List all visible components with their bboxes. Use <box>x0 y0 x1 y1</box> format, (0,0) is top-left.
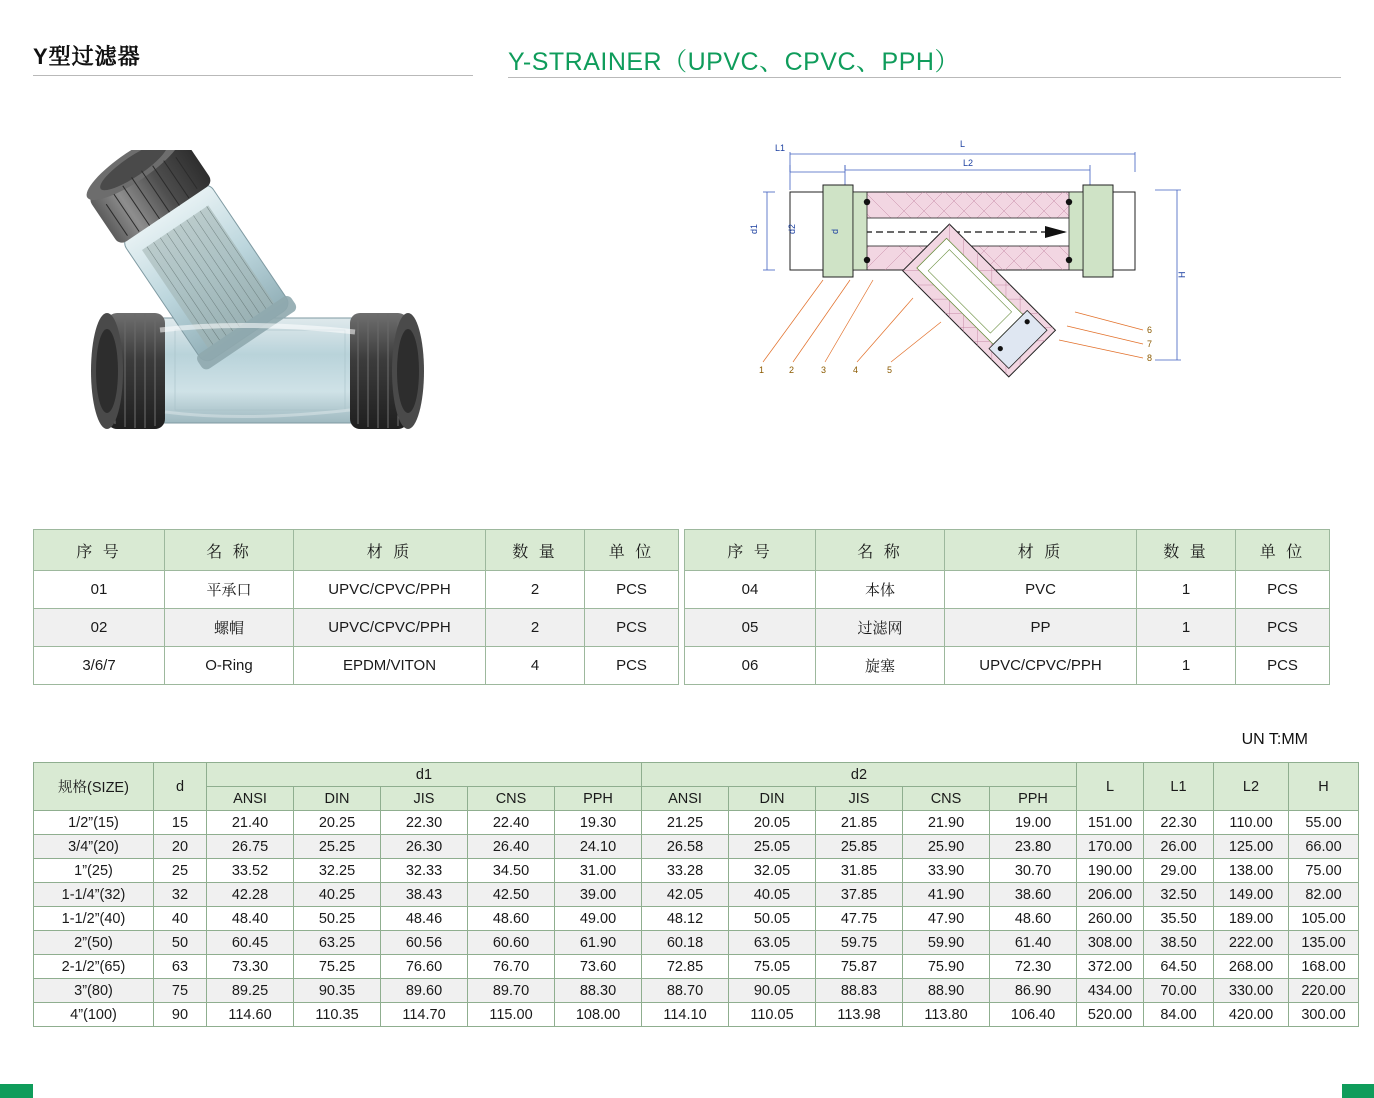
cell-d1-pph: 24.10 <box>555 835 642 859</box>
cell-L2: 125.00 <box>1214 835 1289 859</box>
cell-L2: 149.00 <box>1214 883 1289 907</box>
col-header-d2-jis: JIS <box>816 787 903 811</box>
col-header-L1: L1 <box>1144 763 1214 811</box>
header-divider-right <box>508 77 1341 78</box>
cell-d2-cns: 33.90 <box>903 859 990 883</box>
cell-d1-cns: 89.70 <box>468 979 555 1003</box>
cell-d1-din: 40.25 <box>294 883 381 907</box>
table-row <box>34 931 1359 955</box>
cell-size: 1”(25) <box>34 859 154 883</box>
cell-d2-jis: 88.83 <box>816 979 903 1003</box>
cell-d1-ansi: 73.30 <box>207 955 294 979</box>
cell-H: 75.00 <box>1289 859 1359 883</box>
cell-d: 32 <box>154 883 207 907</box>
cell-d2-pph: 38.60 <box>990 883 1077 907</box>
product-photo <box>45 150 465 450</box>
cell-unit: PCS <box>1236 609 1330 647</box>
col-header-name: 名 称 <box>165 530 294 571</box>
table-row <box>34 1003 1359 1027</box>
cell-d2-din: 75.05 <box>729 955 816 979</box>
svg-text:H: H <box>1177 271 1187 278</box>
cell-d1-cns: 34.50 <box>468 859 555 883</box>
col-header-d2-din: DIN <box>729 787 816 811</box>
cell-name: O-Ring <box>165 647 294 685</box>
col-header-d2-pph: PPH <box>990 787 1077 811</box>
page-title-en: Y-STRAINER（UPVC、CPVC、PPH） <box>508 48 960 76</box>
cell-L1: 32.50 <box>1144 883 1214 907</box>
cell-L1: 64.50 <box>1144 955 1214 979</box>
cell-name: 螺帽 <box>165 609 294 647</box>
cell-unit: PCS <box>585 609 679 647</box>
cell-L: 151.00 <box>1077 811 1144 835</box>
cell-qty: 2 <box>486 571 585 609</box>
cell-L1: 22.30 <box>1144 811 1214 835</box>
svg-text:d2: d2 <box>787 223 797 234</box>
cell-d1-din: 32.25 <box>294 859 381 883</box>
cell-no: 3/6/7 <box>34 647 165 685</box>
col-header-d1-cns: CNS <box>468 787 555 811</box>
cell-d1-ansi: 42.28 <box>207 883 294 907</box>
cell-d1-pph: 19.30 <box>555 811 642 835</box>
cell-d2-ansi: 88.70 <box>642 979 729 1003</box>
cell-size: 3/4”(20) <box>34 835 154 859</box>
cell-d2-din: 20.05 <box>729 811 816 835</box>
table-row <box>34 609 679 647</box>
cell-d1-ansi: 33.52 <box>207 859 294 883</box>
cell-d2-pph: 48.60 <box>990 907 1077 931</box>
cell-L2: 268.00 <box>1214 955 1289 979</box>
cell-d2-cns: 21.90 <box>903 811 990 835</box>
cell-d1-din: 75.25 <box>294 955 381 979</box>
cell-qty: 4 <box>486 647 585 685</box>
table-row <box>34 907 1359 931</box>
cell-d1-jis: 38.43 <box>381 883 468 907</box>
cell-material: UPVC/CPVC/PPH <box>294 609 486 647</box>
cell-d2-ansi: 42.05 <box>642 883 729 907</box>
cell-d2-din: 63.05 <box>729 931 816 955</box>
cell-unit: PCS <box>1236 571 1330 609</box>
col-header-d2-group: d2 <box>642 763 1077 787</box>
col-header-unit: 单 位 <box>585 530 679 571</box>
col-header-size: 规格(SIZE) <box>34 763 154 811</box>
cell-d2-din: 90.05 <box>729 979 816 1003</box>
cell-d2-pph: 72.30 <box>990 955 1077 979</box>
col-header-d: d <box>154 763 207 811</box>
cell-size: 1-1/4”(32) <box>34 883 154 907</box>
svg-text:5: 5 <box>887 365 893 375</box>
cell-d2-ansi: 21.25 <box>642 811 729 835</box>
table-row <box>34 835 1359 859</box>
svg-text:4: 4 <box>853 365 859 375</box>
cell-d2-jis: 21.85 <box>816 811 903 835</box>
cell-L: 520.00 <box>1077 1003 1144 1027</box>
cell-d2-jis: 37.85 <box>816 883 903 907</box>
cell-unit: PCS <box>585 647 679 685</box>
col-header-L2: L2 <box>1214 763 1289 811</box>
cell-material: PVC <box>945 571 1137 609</box>
svg-text:6: 6 <box>1147 325 1153 335</box>
col-header-d1-din: DIN <box>294 787 381 811</box>
cell-size: 2-1/2”(65) <box>34 955 154 979</box>
cell-d2-ansi: 26.58 <box>642 835 729 859</box>
cell-d1-pph: 39.00 <box>555 883 642 907</box>
cell-d1-cns: 76.70 <box>468 955 555 979</box>
cell-d2-ansi: 114.10 <box>642 1003 729 1027</box>
cell-L: 206.00 <box>1077 883 1144 907</box>
cell-d2-din: 40.05 <box>729 883 816 907</box>
cell-d: 40 <box>154 907 207 931</box>
col-header-no: 序 号 <box>34 530 165 571</box>
cell-no: 01 <box>34 571 165 609</box>
cell-d1-jis: 48.46 <box>381 907 468 931</box>
cell-H: 300.00 <box>1289 1003 1359 1027</box>
cell-size: 1/2”(15) <box>34 811 154 835</box>
cell-d1-ansi: 114.60 <box>207 1003 294 1027</box>
cell-L2: 222.00 <box>1214 931 1289 955</box>
cell-L2: 189.00 <box>1214 907 1289 931</box>
cell-d1-jis: 22.30 <box>381 811 468 835</box>
table-row <box>685 571 1330 609</box>
cell-d1-jis: 60.56 <box>381 931 468 955</box>
header-divider-left <box>33 75 473 76</box>
table-row <box>34 571 679 609</box>
cell-material: UPVC/CPVC/PPH <box>945 647 1137 685</box>
col-header-H: H <box>1289 763 1359 811</box>
technical-drawing <box>745 130 1225 410</box>
cell-d2-din: 32.05 <box>729 859 816 883</box>
svg-text:d: d <box>830 228 840 234</box>
cell-L1: 70.00 <box>1144 979 1214 1003</box>
table-row <box>685 647 1330 685</box>
cell-d2-ansi: 48.12 <box>642 907 729 931</box>
cell-H: 168.00 <box>1289 955 1359 979</box>
cell-no: 05 <box>685 609 816 647</box>
footer-gap <box>33 1084 1342 1098</box>
cell-size: 3”(80) <box>34 979 154 1003</box>
svg-text:7: 7 <box>1147 339 1153 349</box>
cell-L1: 35.50 <box>1144 907 1214 931</box>
cell-d1-jis: 26.30 <box>381 835 468 859</box>
col-header-material: 材 质 <box>945 530 1137 571</box>
cell-name: 本体 <box>816 571 945 609</box>
col-header-name: 名 称 <box>816 530 945 571</box>
cell-d2-cns: 25.90 <box>903 835 990 859</box>
cell-H: 105.00 <box>1289 907 1359 931</box>
cell-d: 63 <box>154 955 207 979</box>
cell-L2: 110.00 <box>1214 811 1289 835</box>
cell-d2-ansi: 33.28 <box>642 859 729 883</box>
parts-table-left <box>33 529 679 685</box>
page-title-cn: Y型过滤器 <box>33 44 141 69</box>
col-header-d1-ansi: ANSI <box>207 787 294 811</box>
cell-unit: PCS <box>585 571 679 609</box>
cell-H: 82.00 <box>1289 883 1359 907</box>
cell-d1-cns: 22.40 <box>468 811 555 835</box>
col-header-d2-cns: CNS <box>903 787 990 811</box>
cell-d1-din: 50.25 <box>294 907 381 931</box>
cell-d2-jis: 25.85 <box>816 835 903 859</box>
cell-material: UPVC/CPVC/PPH <box>294 571 486 609</box>
cell-d2-jis: 113.98 <box>816 1003 903 1027</box>
cell-d1-cns: 115.00 <box>468 1003 555 1027</box>
svg-text:L2: L2 <box>963 158 974 168</box>
cell-unit: PCS <box>1236 647 1330 685</box>
cell-material: PP <box>945 609 1137 647</box>
cell-L: 308.00 <box>1077 931 1144 955</box>
cell-L2: 138.00 <box>1214 859 1289 883</box>
col-header-d1-pph: PPH <box>555 787 642 811</box>
cell-L1: 84.00 <box>1144 1003 1214 1027</box>
col-header-L: L <box>1077 763 1144 811</box>
table-row <box>34 811 1359 835</box>
figure-zone <box>0 110 1374 500</box>
col-header-qty: 数 量 <box>1137 530 1236 571</box>
cell-d1-pph: 88.30 <box>555 979 642 1003</box>
col-header-unit: 单 位 <box>1236 530 1330 571</box>
cell-d2-jis: 31.85 <box>816 859 903 883</box>
table-row <box>34 883 1359 907</box>
col-header-d1-jis: JIS <box>381 787 468 811</box>
cell-L2: 420.00 <box>1214 1003 1289 1027</box>
cell-name: 过滤网 <box>816 609 945 647</box>
table-row <box>34 955 1359 979</box>
table-row <box>34 979 1359 1003</box>
cell-L: 260.00 <box>1077 907 1144 931</box>
cell-d1-ansi: 48.40 <box>207 907 294 931</box>
cell-d1-din: 110.35 <box>294 1003 381 1027</box>
cell-d2-jis: 75.87 <box>816 955 903 979</box>
cell-d2-jis: 59.75 <box>816 931 903 955</box>
svg-text:d1: d1 <box>749 223 759 234</box>
parts-table-right <box>684 529 1330 685</box>
cell-d2-pph: 19.00 <box>990 811 1077 835</box>
cell-no: 04 <box>685 571 816 609</box>
cell-H: 66.00 <box>1289 835 1359 859</box>
cell-L: 170.00 <box>1077 835 1144 859</box>
cell-d2-cns: 41.90 <box>903 883 990 907</box>
col-header-d1-group: d1 <box>207 763 642 787</box>
footer-accent-bar <box>0 1084 1374 1098</box>
cell-d: 90 <box>154 1003 207 1027</box>
cell-d2-din: 25.05 <box>729 835 816 859</box>
cell-d2-cns: 59.90 <box>903 931 990 955</box>
cell-d2-cns: 75.90 <box>903 955 990 979</box>
cell-d2-ansi: 72.85 <box>642 955 729 979</box>
cell-d1-cns: 48.60 <box>468 907 555 931</box>
cell-name: 旋塞 <box>816 647 945 685</box>
col-header-qty: 数 量 <box>486 530 585 571</box>
col-header-no: 序 号 <box>685 530 816 571</box>
cell-d1-ansi: 89.25 <box>207 979 294 1003</box>
cell-d2-pph: 86.90 <box>990 979 1077 1003</box>
table-header-row <box>34 530 679 571</box>
svg-text:L: L <box>960 139 966 149</box>
cell-size: 4”(100) <box>34 1003 154 1027</box>
cell-d1-jis: 89.60 <box>381 979 468 1003</box>
table-row <box>34 647 679 685</box>
cell-d1-pph: 108.00 <box>555 1003 642 1027</box>
page-header <box>0 18 1374 76</box>
cell-L1: 38.50 <box>1144 931 1214 955</box>
cell-L: 190.00 <box>1077 859 1144 883</box>
svg-text:L1: L1 <box>775 143 786 153</box>
cell-qty: 1 <box>1137 647 1236 685</box>
cell-d2-din: 50.05 <box>729 907 816 931</box>
cell-d2-jis: 47.75 <box>816 907 903 931</box>
table-header-row <box>685 530 1330 571</box>
cell-d: 15 <box>154 811 207 835</box>
svg-text:2: 2 <box>789 365 795 375</box>
table-row <box>34 859 1359 883</box>
cell-L1: 26.00 <box>1144 835 1214 859</box>
cell-size: 2”(50) <box>34 931 154 955</box>
cell-d2-cns: 113.80 <box>903 1003 990 1027</box>
table-header-row-top <box>34 763 1359 787</box>
svg-text:3: 3 <box>821 365 827 375</box>
cell-d: 25 <box>154 859 207 883</box>
cell-material: EPDM/VITON <box>294 647 486 685</box>
cell-d1-cns: 42.50 <box>468 883 555 907</box>
cell-d: 75 <box>154 979 207 1003</box>
cell-d1-cns: 60.60 <box>468 931 555 955</box>
cell-d1-pph: 31.00 <box>555 859 642 883</box>
cell-L: 372.00 <box>1077 955 1144 979</box>
cell-d2-pph: 23.80 <box>990 835 1077 859</box>
cell-d2-ansi: 60.18 <box>642 931 729 955</box>
col-header-d2-ansi: ANSI <box>642 787 729 811</box>
cell-no: 02 <box>34 609 165 647</box>
cell-d1-ansi: 21.40 <box>207 811 294 835</box>
cell-d1-din: 90.35 <box>294 979 381 1003</box>
cell-d1-din: 63.25 <box>294 931 381 955</box>
cell-d1-pph: 49.00 <box>555 907 642 931</box>
cell-d1-pph: 73.60 <box>555 955 642 979</box>
cell-L: 434.00 <box>1077 979 1144 1003</box>
cell-H: 135.00 <box>1289 931 1359 955</box>
col-header-material: 材 质 <box>294 530 486 571</box>
cell-d1-cns: 26.40 <box>468 835 555 859</box>
cell-qty: 1 <box>1137 571 1236 609</box>
cell-d1-din: 20.25 <box>294 811 381 835</box>
cell-d1-jis: 114.70 <box>381 1003 468 1027</box>
cell-H: 55.00 <box>1289 811 1359 835</box>
cell-d2-pph: 61.40 <box>990 931 1077 955</box>
cell-L2: 330.00 <box>1214 979 1289 1003</box>
cell-H: 220.00 <box>1289 979 1359 1003</box>
cell-d: 50 <box>154 931 207 955</box>
cell-d1-ansi: 60.45 <box>207 931 294 955</box>
svg-text:1: 1 <box>759 365 765 375</box>
cell-d1-jis: 32.33 <box>381 859 468 883</box>
svg-text:8: 8 <box>1147 353 1153 363</box>
dimension-table <box>33 762 1359 1027</box>
cell-d2-din: 110.05 <box>729 1003 816 1027</box>
cell-d2-cns: 88.90 <box>903 979 990 1003</box>
cell-d1-din: 25.25 <box>294 835 381 859</box>
cell-size: 1-1/2”(40) <box>34 907 154 931</box>
cell-d1-pph: 61.90 <box>555 931 642 955</box>
cell-d: 20 <box>154 835 207 859</box>
cell-d2-pph: 30.70 <box>990 859 1077 883</box>
cell-no: 06 <box>685 647 816 685</box>
cell-name: 平承口 <box>165 571 294 609</box>
cell-L1: 29.00 <box>1144 859 1214 883</box>
cell-qty: 1 <box>1137 609 1236 647</box>
cell-d2-pph: 106.40 <box>990 1003 1077 1027</box>
unit-note: UN T:MM <box>1241 731 1308 748</box>
cell-d2-cns: 47.90 <box>903 907 990 931</box>
cell-d1-ansi: 26.75 <box>207 835 294 859</box>
cell-qty: 2 <box>486 609 585 647</box>
cell-d1-jis: 76.60 <box>381 955 468 979</box>
table-row <box>685 609 1330 647</box>
